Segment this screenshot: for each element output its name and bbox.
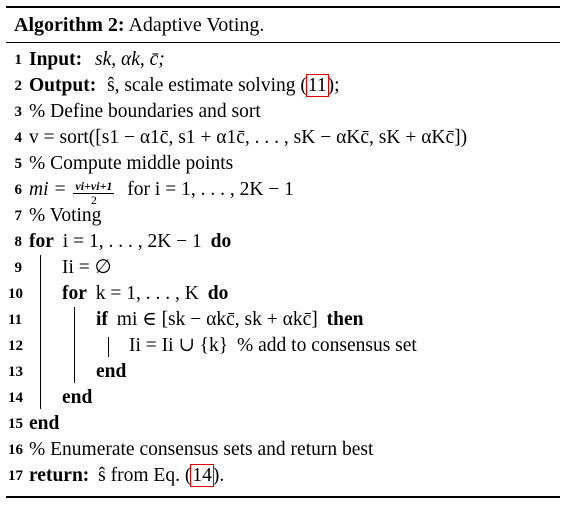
line-number: 17 — [8, 468, 23, 484]
keyword-do: do — [207, 283, 229, 304]
bottom-rule — [6, 496, 560, 498]
comment: % Voting — [29, 205, 102, 226]
for-range: i = 1, . . . , 2K − 1 — [62, 231, 202, 252]
algorithm-caption — [14, 13, 264, 37]
line-number: 15 — [8, 416, 23, 432]
line-number: 4 — [14, 130, 22, 146]
line-number: 2 — [14, 78, 22, 94]
keyword-if: if — [96, 309, 108, 330]
line-number: 8 — [14, 234, 22, 250]
if-block-bar — [108, 337, 109, 357]
fraction-denominator: 2 — [90, 193, 97, 207]
init-set: Ii = ∅ — [62, 257, 112, 278]
line-number: 1 — [14, 52, 22, 68]
equation-ref-link[interactable]: 11 — [307, 75, 327, 96]
inline-comment: % add to consensus set — [237, 335, 417, 356]
keyword-output: Output: — [29, 75, 97, 96]
line-number: 10 — [8, 286, 23, 302]
inner-for-block-bar — [74, 307, 75, 383]
set-update: Ii = Ii ∪ {k} — [129, 335, 229, 356]
output-tail: ); — [327, 75, 340, 96]
input-vars: sk, αk, c̄; — [95, 49, 165, 70]
keyword-end: end — [96, 361, 127, 382]
return-tail: ). — [212, 465, 225, 486]
line-number: 7 — [14, 208, 22, 224]
fraction-numerator: vi+vi+1 — [75, 179, 113, 193]
return-description: ŝ from Eq. ( — [98, 465, 192, 486]
keyword-end: end — [29, 413, 60, 434]
line-number: 9 — [14, 260, 22, 276]
keyword-do: do — [210, 231, 232, 252]
caption-label: Algorithm 2: — [14, 14, 125, 36]
keyword-then: then — [326, 309, 364, 330]
keyword-return: return: — [29, 465, 90, 486]
sort-statement: v = sort([s1 − α1c̄, s1 + α1c̄, . . . , sK − αKc̄, sK + αKc̄]) — [29, 127, 468, 148]
keyword-for: for — [29, 231, 54, 252]
caption-rule — [6, 42, 560, 43]
comment: % Define boundaries and sort — [29, 101, 261, 122]
line-number: 3 — [14, 104, 22, 120]
line-number: 16 — [8, 442, 23, 458]
comment: % Compute middle points — [29, 153, 234, 174]
output-description: ŝ, scale estimate solving ( — [107, 75, 307, 96]
line-number: 14 — [8, 390, 23, 406]
line-number: 6 — [14, 182, 22, 198]
keyword-for: for — [62, 283, 87, 304]
midpoint-lhs: mi = — [29, 179, 72, 200]
for-range: k = 1, . . . , K — [95, 283, 199, 304]
top-rule — [6, 6, 560, 8]
algorithm-block — [6, 6, 560, 498]
line-number: 11 — [8, 312, 23, 328]
comment: % Enumerate consensus sets and return best — [29, 439, 374, 460]
line-number: 12 — [8, 338, 23, 354]
keyword-input: Input: — [29, 49, 83, 70]
line-number: 5 — [14, 156, 22, 172]
caption-title: Adaptive Voting. — [128, 14, 265, 36]
equation-ref-link[interactable]: 14 — [192, 465, 212, 486]
midpoint-range: for i = 1, . . . , 2K − 1 — [127, 179, 294, 200]
line-number: 13 — [8, 364, 23, 380]
if-condition: mi ∈ [sk − αkc̄, sk + αkc̄] — [116, 309, 318, 330]
outer-for-block-bar — [40, 255, 41, 409]
keyword-end: end — [62, 387, 93, 408]
